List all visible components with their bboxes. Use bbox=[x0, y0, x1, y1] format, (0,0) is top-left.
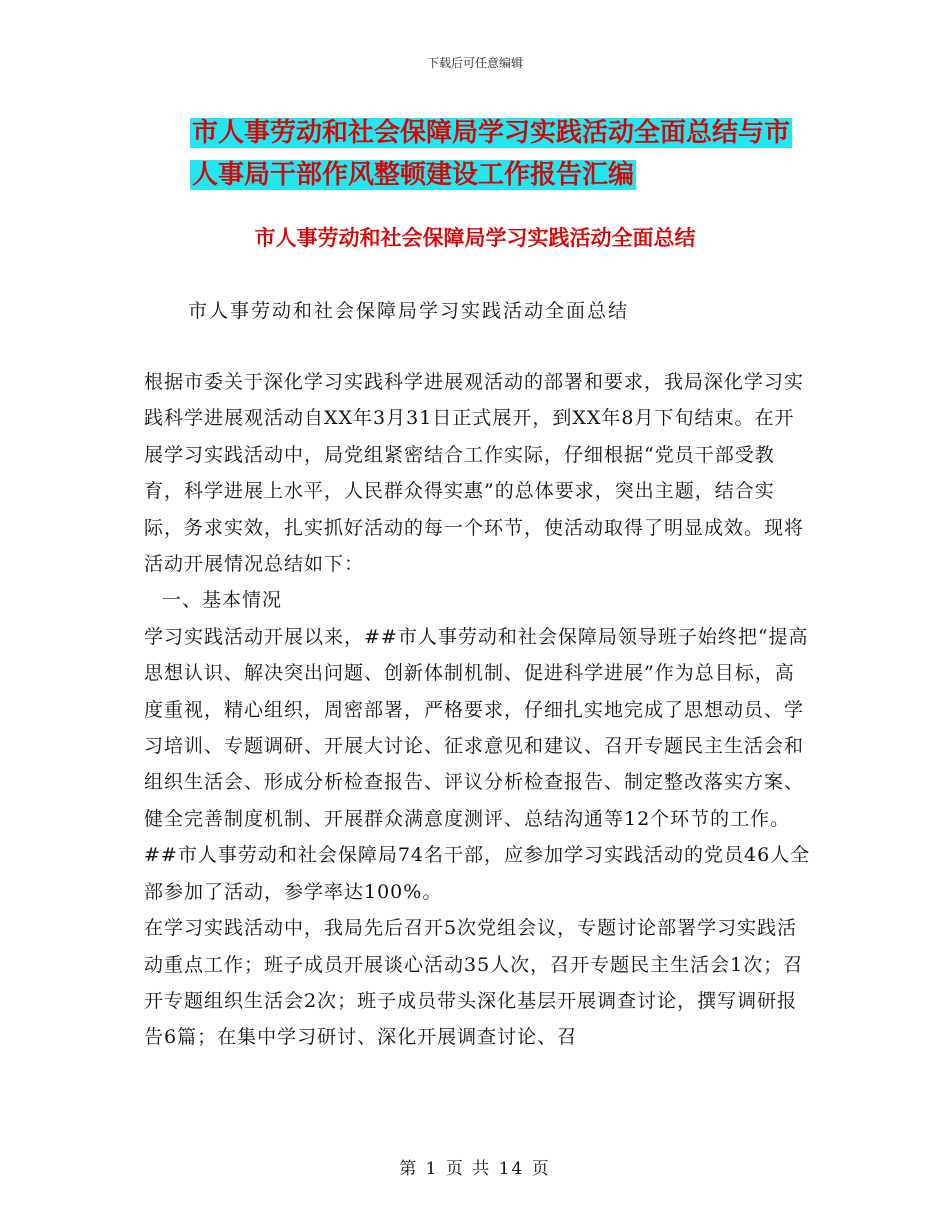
main-title-line1: 市人事劳动和社会保障局学习实践活动全面总结与市 bbox=[192, 118, 791, 148]
paragraph-intro: 根据市委关于深化学习实践科学进展观活动的部署和要求，我局深化学习实践科学进展观活动自XX年3月31日正式展开，到XX年8月下旬结束。在开展学习实践活动中，局党组紧密结合工作实际，仔细根据“党员干部受教育，科学进展上水平，人民群众得实惠”的总体要求，突出主题，结合实际，务求实效，扎实抓好活动的每一个环节，使活动取得了明显成效。现将活动开展情况总结如下： bbox=[144, 371, 805, 576]
paragraph-overview: 学习实践活动开展以来，##市人事劳动和社会保障局领导班子始终把“提高思想认识、解决突出问题、创新体制机制、促进科学进展”作为总目标，高度重视，精心组织，周密部署，严格要求，仔细扎实地完成了思想动员、学习培训、专题调研、开展大讨论、征求意见和建议、召开专题民主生活会和组织生活会、形成分析检查报告、评议分析检查报告、制定整改落实方案、健全完善制度机制、开展群众满意度测评、总结沟通等12个环节的工作。 bbox=[144, 625, 809, 830]
header-note: 下载后可任意编辑 bbox=[426, 56, 523, 70]
heading-basic-situation: 一、基本情况 bbox=[162, 589, 283, 612]
section-subtitle: 市人事劳动和社会保障局学习实践活动全面总结 bbox=[188, 300, 630, 322]
main-title-line2: 人事局干部作风整顿建设工作报告汇编 bbox=[192, 160, 635, 190]
section-title: 市人事劳动和社会保障局学习实践活动全面总结 bbox=[254, 226, 696, 250]
paragraph-participation: ##市人事劳动和社会保障局74名干部，应参加学习实践活动的党员46人全部参加了活动，参学率达100%。 bbox=[144, 844, 811, 903]
body-text bbox=[144, 364, 814, 1056]
paragraph-activities: 在学习实践活动中，我局先后召开5次党组会议，专题讨论部署学习实践活动重点工作；班子成员开展谈心活动35人次，召开专题民主生活会1次；召开专题组织生活会2次；班子成员带头深化基层开展调查讨论，撰写调研报告6篇；在集中学习研讨、深化开展调查讨论、召 bbox=[144, 917, 804, 1049]
page-footer: 第 1 页 共 14 页 bbox=[399, 1159, 551, 1179]
main-title bbox=[190, 112, 830, 196]
